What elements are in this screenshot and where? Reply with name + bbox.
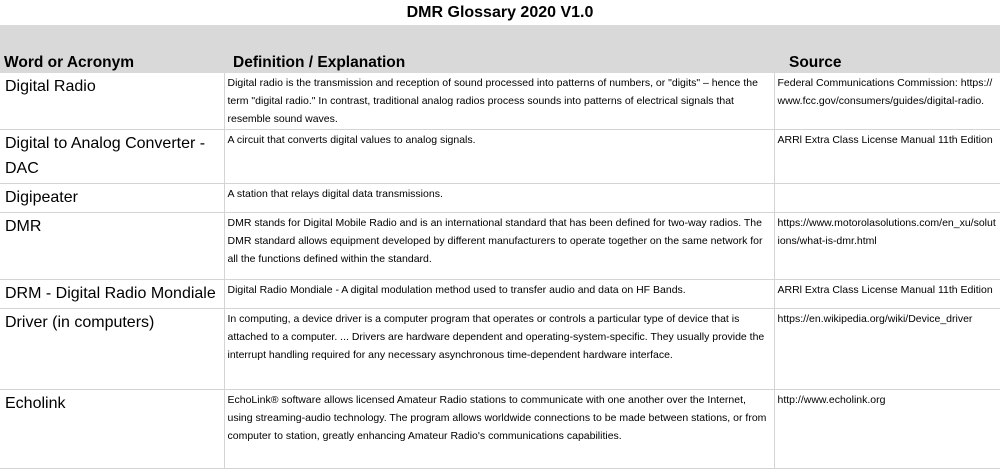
definition-cell[interactable]: Digital Radio Mondiale - A digital modulation method used to transfer audio and data on HF Bands. <box>224 279 774 308</box>
source-cell[interactable]: http://www.echolink.org <box>774 389 1000 468</box>
table-row <box>0 308 1000 389</box>
source-cell[interactable] <box>774 183 1000 212</box>
table-row <box>0 279 1000 308</box>
definition-cell[interactable]: A circuit that converts digital values to analog signals. <box>224 129 774 183</box>
definition-cell[interactable]: A station that relays digital data transmissions. <box>224 183 774 212</box>
definition-cell[interactable]: Digital radio is the transmission and reception of sound processed into patterns of numbers, or "digits" – hence the term "digital radio." In contrast, traditional analog radios process sounds into patterns of electrical signals that resemble sound waves. <box>224 73 774 129</box>
term-cell[interactable]: DRM - Digital Radio Mondiale <box>0 279 224 308</box>
source-cell[interactable]: https://en.wikipedia.org/wiki/Device_driver <box>774 308 1000 389</box>
glossary-table <box>0 73 1000 469</box>
definition-cell[interactable]: EchoLink® software allows licensed Amateur Radio stations to communicate with one another over the Internet, using streaming-audio technology. The program allows worldwide connections to be made between stations, or from computer to station, greatly enhancing Amateur Radio's communications capabilities. <box>224 389 774 468</box>
column-header-definition[interactable]: Definition / Explanation <box>233 54 406 71</box>
term-cell[interactable]: Digipeater <box>0 183 224 212</box>
definition-cell[interactable]: In computing, a device driver is a computer program that operates or controls a particular type of device that is attached to a computer. ... Drivers are hardware dependent and operating-system-specific. They usually provide the interrupt handling required for any necessary asynchronous time-dependent hardware interface. <box>224 308 774 389</box>
table-row <box>0 129 1000 183</box>
table-row <box>0 212 1000 279</box>
header-row <box>0 25 1000 73</box>
term-cell[interactable]: Digital Radio <box>0 73 224 129</box>
term-cell[interactable]: DMR <box>0 212 224 279</box>
sheet-title: DMR Glossary 2020 V1.0 <box>406 4 594 21</box>
table-row <box>0 73 1000 129</box>
table-row <box>0 183 1000 212</box>
column-header-term[interactable]: Word or Acronym <box>4 54 135 71</box>
definition-cell[interactable]: DMR stands for Digital Mobile Radio and is an international standard that has been defined for two-way radios. The DMR standard allows equipment developed by different manufacturers to operate together on the same network for all the functions defined within the standard. <box>224 212 774 279</box>
source-cell[interactable]: ARRl Extra Class License Manual 11th Edition <box>774 279 1000 308</box>
column-header-source[interactable]: Source <box>789 54 842 71</box>
term-cell[interactable]: Echolink <box>0 389 224 468</box>
source-cell[interactable]: https://www.motorolasolutions.com/en_xu/solutions/what-is-dmr.html <box>774 212 1000 279</box>
table-row <box>0 389 1000 468</box>
term-cell[interactable]: Driver (in computers) <box>0 308 224 389</box>
source-cell[interactable]: ARRl Extra Class License Manual 11th Edition <box>774 129 1000 183</box>
term-cell[interactable]: Digital to Analog Converter - DAC <box>0 129 224 183</box>
source-cell[interactable]: Federal Communications Commission: https://www.fcc.gov/consumers/guides/digital-radio. <box>774 73 1000 129</box>
